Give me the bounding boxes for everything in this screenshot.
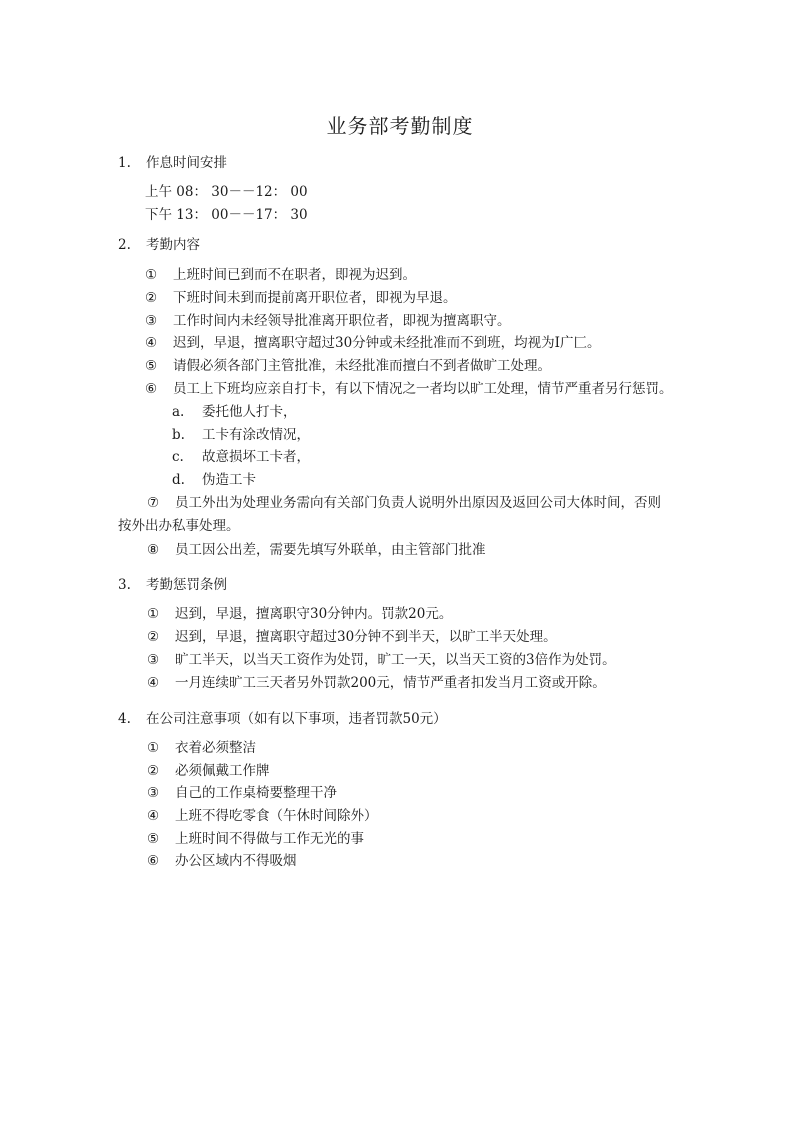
- section-number: 4.: [118, 711, 131, 727]
- item-text: 上班时间已到而不在职者，即视为迟到。: [173, 267, 416, 283]
- sub-item-marker: d.: [172, 472, 185, 488]
- list-item: [147, 762, 270, 780]
- item-marker: ④: [147, 675, 160, 691]
- sub-item-text: 伪造工卡: [202, 472, 256, 488]
- item-text: 员工外出为处理业务需向有关部门负责人说明外出原因及返回公司大体时间，否则: [175, 495, 661, 511]
- item-marker: ⑧: [147, 542, 160, 558]
- item-text: 上班不得吃零食（午休时间除外）: [175, 808, 378, 824]
- section-heading: [118, 576, 227, 594]
- item-marker: ③: [147, 652, 160, 668]
- section-heading: [118, 710, 447, 728]
- sub-item: [172, 426, 310, 444]
- section-title: 作息时间安排: [146, 155, 227, 171]
- list-item: [147, 628, 557, 646]
- section-title: 考勤内容: [146, 237, 200, 253]
- schedule-line: 上午 08： 30－－12： 00: [145, 184, 308, 200]
- section-number: 1.: [118, 155, 131, 171]
- item-text: 迟到，早退，擅离职守超过30分钟或未经批准而不到班，均视为I广匚。: [173, 335, 601, 351]
- item-text: 自己的工作桌椅要整理干净: [175, 785, 337, 801]
- list-item: [147, 605, 452, 623]
- sub-item-marker: a.: [172, 404, 185, 420]
- sub-item: [172, 403, 297, 421]
- section-number: 3.: [118, 577, 131, 593]
- list-item: [145, 266, 416, 284]
- list-item: [147, 784, 337, 802]
- item-text: 一月连续旷工三天者另外罚款200元，情节严重者扣发当月工资或开除。: [175, 675, 606, 691]
- item-text: 必须佩戴工作牌: [175, 763, 270, 779]
- sub-item-marker: b.: [172, 427, 185, 443]
- item-text: 上班时间不得做与工作无光的事: [175, 831, 364, 847]
- item-text: 员工因公出差，需要先填写外联单，由主管部门批准: [175, 542, 486, 558]
- list-item: [145, 357, 551, 375]
- section-heading: [118, 236, 200, 254]
- item-text-continuation: 按外出办私事处理。: [118, 518, 240, 534]
- item-marker: ③: [145, 313, 158, 329]
- item-text: 衣着必须整洁: [175, 740, 256, 756]
- item-marker: ②: [147, 763, 160, 779]
- list-item: [147, 651, 616, 669]
- item-text: 工作时间内未经领导批准离开职位者，即视为擅离职守。: [173, 313, 511, 329]
- list-item: [147, 674, 606, 692]
- item-marker: ⑤: [147, 831, 160, 847]
- list-item: [145, 312, 511, 330]
- list-item: [145, 289, 457, 307]
- item-marker: ①: [147, 606, 160, 622]
- section-title: 考勤惩罚条例: [146, 577, 227, 593]
- item-text: 迟到，早退，擅离职守30分钟内。罚款20元。: [175, 606, 453, 622]
- item-marker: ④: [145, 335, 158, 351]
- item-marker: ⑥: [145, 381, 158, 397]
- sub-item-text: 委托他人打卡，: [202, 404, 297, 420]
- sub-item: [172, 471, 256, 489]
- list-item: [147, 807, 378, 825]
- item-text: 迟到，早退，擅离职守超过30分钟不到半天，以旷工半天处理。: [175, 629, 557, 645]
- section-heading: [118, 154, 227, 172]
- sub-item-marker: c.: [172, 449, 184, 465]
- item-marker: ②: [147, 629, 160, 645]
- schedule-line: 下午 13： 00－－17： 30: [145, 207, 308, 223]
- item-marker: ①: [145, 267, 158, 283]
- item-marker: ④: [147, 808, 160, 824]
- item-marker: ⑤: [145, 358, 158, 374]
- list-item: [147, 852, 297, 870]
- item-marker: ③: [147, 785, 160, 801]
- item-marker: ⑦: [147, 495, 160, 511]
- item-marker: ①: [147, 740, 160, 756]
- item-marker: ⑥: [147, 853, 160, 869]
- section-number: 2.: [118, 237, 131, 253]
- list-item: [145, 334, 601, 352]
- item-text: 请假必须各部门主管批准，未经批准而擅白不到者做旷工处理。: [173, 358, 551, 374]
- item-marker: ②: [145, 290, 158, 306]
- sub-item-text: 故意损坏工卡者，: [202, 449, 310, 465]
- list-item: [147, 830, 364, 848]
- item-text: 员工上下班均应亲自打卡，有以下情况之一者均以旷工处理，情节严重者另行惩罚。: [173, 381, 673, 397]
- document-title: 业务部考勤制度: [326, 114, 474, 138]
- item-text: 办公区域内不得吸烟: [175, 853, 297, 869]
- item-text: 下班时间未到而提前离开职位者，即视为早退。: [173, 290, 457, 306]
- item-text: 旷工半天，以当天工资作为处罚，旷工一天，以当天工资的3倍作为处罚。: [175, 652, 616, 668]
- list-item: [147, 739, 256, 757]
- section-title: 在公司注意事项（如有以下事项，违者罚款50元）: [146, 711, 447, 727]
- sub-item: [172, 448, 310, 466]
- list-item: [147, 541, 486, 559]
- list-item: [147, 494, 661, 512]
- list-item: [145, 380, 673, 398]
- sub-item-text: 工卡有涂改情况，: [202, 427, 310, 443]
